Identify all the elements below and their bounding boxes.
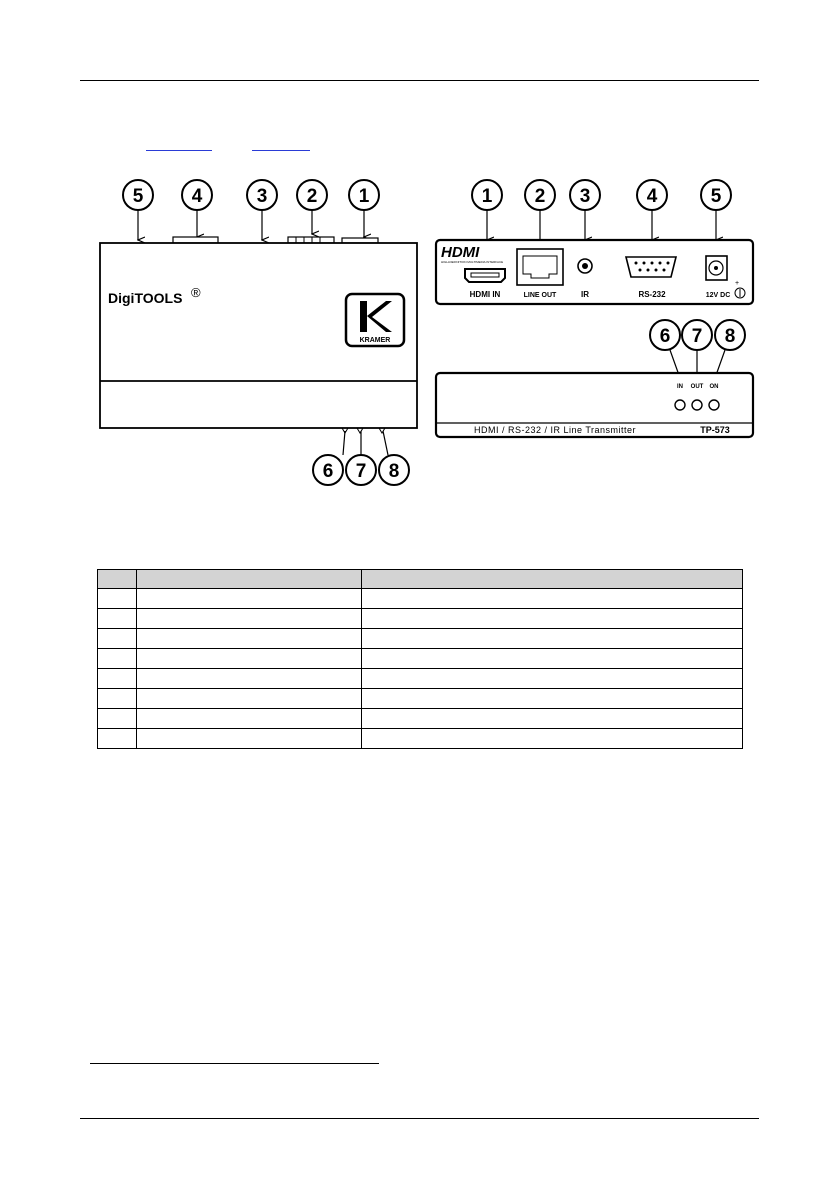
- svg-text:4: 4: [191, 186, 203, 207]
- callout-6: [313, 431, 345, 485]
- led-out: [692, 400, 702, 410]
- led-label-on: ON: [709, 384, 719, 390]
- kramer-logo: [346, 294, 404, 346]
- svg-text:1: 1: [358, 186, 370, 207]
- svg-text:6: 6: [322, 461, 334, 482]
- svg-text:HDMI IN: HDMI IN: [469, 290, 501, 299]
- registered-mark: ®: [191, 285, 201, 300]
- callout-2: [297, 180, 327, 234]
- svg-text:1: 1: [481, 186, 493, 207]
- svg-text:3: 3: [256, 186, 268, 207]
- device-figure: [0, 0, 839, 500]
- table-row: [98, 609, 743, 629]
- table-row: [98, 689, 743, 709]
- hdmi-logo: HDMI: [441, 244, 480, 261]
- svg-text:+: +: [734, 280, 740, 287]
- table-row: [98, 629, 743, 649]
- svg-text:8: 8: [388, 461, 400, 482]
- svg-text:2: 2: [534, 186, 546, 207]
- table-row: [98, 709, 743, 729]
- table-row: [98, 589, 743, 609]
- svg-text:12V DC: 12V DC: [705, 292, 731, 299]
- rear-view: [436, 180, 753, 437]
- callout-5: [701, 180, 731, 240]
- table-header-cell: [362, 570, 743, 589]
- table-header-row: [98, 570, 743, 589]
- digitools-brand: DigiTOOLS: [108, 290, 183, 306]
- callout-3: [247, 180, 277, 240]
- svg-text:LINE OUT: LINE OUT: [523, 292, 557, 299]
- svg-text:8: 8: [724, 326, 736, 347]
- table-header-cell: [137, 570, 362, 589]
- table-row: [98, 669, 743, 689]
- svg-text:7: 7: [691, 326, 703, 347]
- callout-5: [123, 180, 153, 240]
- svg-text:7: 7: [355, 461, 367, 482]
- svg-text:4: 4: [646, 186, 658, 207]
- callout-6: [650, 320, 680, 378]
- table-header-cell: [98, 570, 137, 589]
- callout-8: [379, 431, 409, 485]
- svg-text:5: 5: [132, 186, 144, 207]
- svg-text:5: 5: [710, 186, 722, 207]
- led-on: [709, 400, 719, 410]
- line-out-port: [517, 249, 563, 299]
- callout-3: [570, 180, 600, 240]
- svg-text:KRAMER: KRAMER: [359, 337, 391, 344]
- strip-title: HDMI / RS-232 / IR Line Transmitter: [473, 425, 637, 435]
- rear-callouts-leds: [650, 320, 745, 378]
- table-row: [98, 729, 743, 749]
- table-row: [98, 649, 743, 669]
- callout-4: [637, 180, 667, 240]
- front-view: [100, 180, 417, 485]
- callout-7: [682, 320, 712, 378]
- svg-text:RS-232: RS-232: [638, 290, 666, 299]
- front-callouts-bottom: [313, 428, 409, 485]
- callout-1: [472, 180, 502, 240]
- rear-callouts-top: [472, 180, 731, 248]
- front-callouts-top: [123, 180, 379, 240]
- callout-1: [349, 180, 379, 237]
- led-in: [675, 400, 685, 410]
- footnote-rule: [90, 1063, 379, 1064]
- svg-text:2: 2: [306, 186, 318, 207]
- callout-4: [182, 180, 212, 237]
- svg-text:IR: IR: [581, 290, 589, 299]
- callout-8: [715, 320, 745, 378]
- footer-rule: [80, 1118, 759, 1119]
- callout-2: [525, 180, 555, 248]
- feature-table: [97, 569, 743, 749]
- led-label-out: OUT: [690, 384, 704, 390]
- hdmi-tagline: HIGH-DEFINITION MULTIMEDIA INTERFACE: [441, 260, 504, 264]
- callout-7: [346, 431, 376, 485]
- model-number: TP-573: [700, 425, 730, 435]
- led-label-in: IN: [677, 384, 683, 390]
- svg-text:6: 6: [659, 326, 671, 347]
- svg-text:3: 3: [579, 186, 591, 207]
